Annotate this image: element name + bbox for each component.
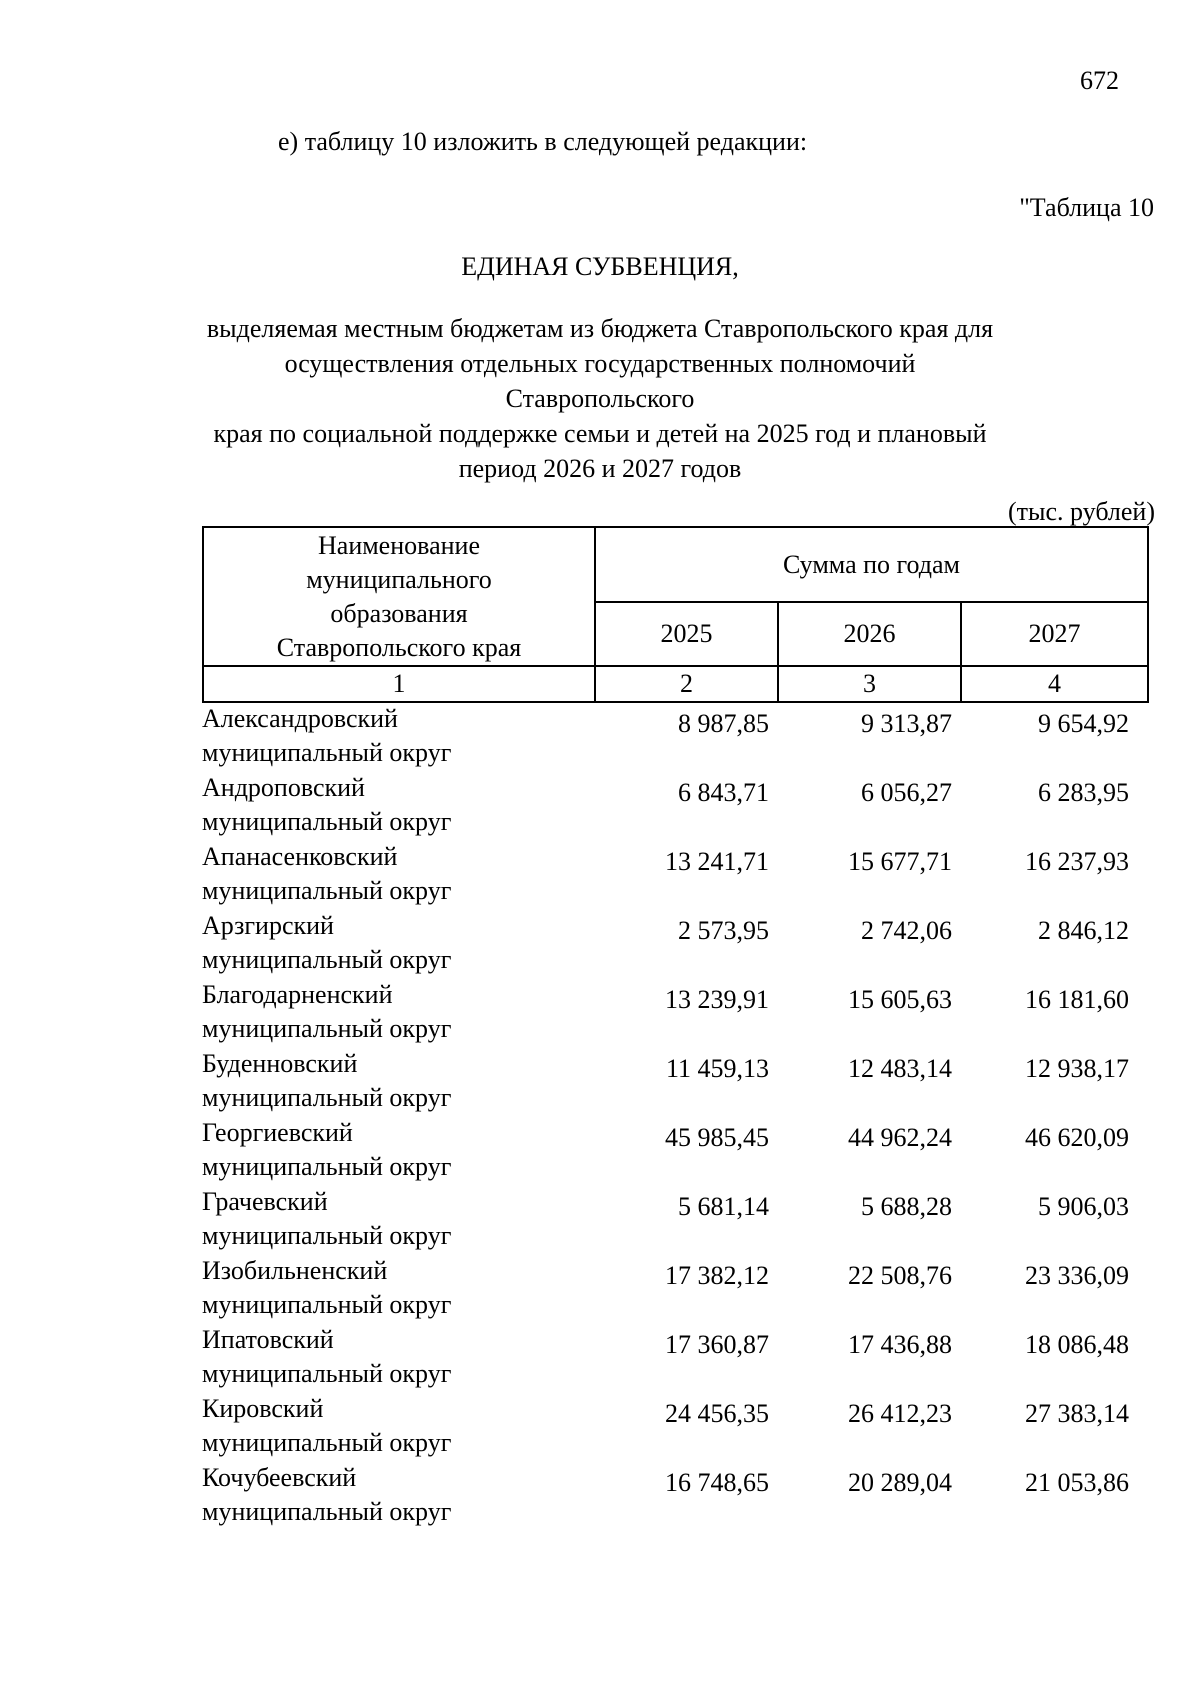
municipality-name: [202, 771, 594, 840]
page-number: 672: [1080, 66, 1119, 95]
header-year: 2025: [595, 602, 778, 666]
municipality-title: Георгиевский: [202, 1118, 353, 1147]
table-row: [202, 1461, 1147, 1530]
header-col-number: 2: [595, 666, 778, 702]
amount-2025: 17 360,87: [665, 1330, 769, 1359]
header-year: 2027: [961, 602, 1148, 666]
amount-2026: 15 677,71: [848, 847, 952, 876]
amount-2025: 13 241,71: [665, 847, 769, 876]
data-table: [202, 702, 1147, 1530]
header-name-column: Наименование муниципального образования Ставропольского края: [203, 527, 595, 666]
amount-2027: 18 086,48: [1025, 1330, 1129, 1359]
table-row: [202, 771, 1147, 840]
subtitle-line: края по социальной поддержке семьи и детей на 2025 год и плановый: [213, 419, 987, 448]
amount-2025: 5 681,14: [678, 1192, 769, 1221]
municipality-type: муниципальный округ: [202, 1083, 452, 1112]
amount-2027: 23 336,09: [1025, 1261, 1129, 1290]
table-row: [202, 1185, 1147, 1254]
municipality-title: Апанасенковский: [202, 842, 398, 871]
amount-2026: 2 742,06: [861, 916, 952, 945]
table-row: [202, 909, 1147, 978]
amount-2027: 46 620,09: [1025, 1123, 1129, 1152]
amount-2025: 8 987,85: [678, 709, 769, 738]
amount-2026: 44 962,24: [848, 1123, 952, 1152]
municipality-title: Александровский: [202, 704, 398, 733]
amount-2026: 22 508,76: [848, 1261, 952, 1290]
municipality-type: муниципальный округ: [202, 1428, 452, 1457]
header-col-number: 4: [961, 666, 1148, 702]
amount-2025: 24 456,35: [665, 1399, 769, 1428]
municipality-title: Арзгирский: [202, 911, 334, 940]
amount-2026: 9 313,87: [861, 709, 952, 738]
municipality-name: [202, 1185, 594, 1254]
amount-2027: 16 181,60: [1025, 985, 1129, 1014]
municipality-name: [202, 909, 594, 978]
municipality-type: муниципальный округ: [202, 876, 452, 905]
amount-2027: 6 283,95: [1038, 778, 1129, 807]
municipality-name: [202, 840, 594, 909]
municipality-title: Андроповский: [202, 773, 365, 802]
header-col-number: 1: [203, 666, 595, 702]
municipality-name: [202, 1461, 594, 1530]
municipality-type: муниципальный округ: [202, 1290, 452, 1319]
municipality-name: [202, 978, 594, 1047]
amount-2027: 5 906,03: [1038, 1192, 1129, 1221]
amount-2026: 20 289,04: [848, 1468, 952, 1497]
municipality-title: Грачевский: [202, 1187, 328, 1216]
amount-2025: 13 239,91: [665, 985, 769, 1014]
municipality-name: [202, 1116, 594, 1185]
table-row: [202, 978, 1147, 1047]
municipality-type: муниципальный округ: [202, 738, 452, 767]
subtitle-line: выделяемая местным бюджетам из бюджета Ставропольского края для: [206, 314, 994, 343]
subtitle-line: осуществления отдельных государственных полномочий Ставропольского: [284, 349, 916, 413]
header-year: 2026: [778, 602, 961, 666]
municipality-type: муниципальный округ: [202, 945, 452, 974]
table-header: [202, 526, 1149, 703]
municipality-type: муниципальный округ: [202, 1359, 452, 1388]
table-row: [202, 1116, 1147, 1185]
amount-2027: 16 237,93: [1025, 847, 1129, 876]
table-row: [202, 1323, 1147, 1392]
table-row: [202, 840, 1147, 909]
municipality-name: [202, 1047, 594, 1116]
amount-2027: 9 654,92: [1038, 709, 1129, 738]
amount-2027: 27 383,14: [1025, 1399, 1129, 1428]
document-subtitle: [200, 311, 1000, 486]
table-row: [202, 1047, 1147, 1116]
amount-2025: 17 382,12: [665, 1261, 769, 1290]
amount-2026: 6 056,27: [861, 778, 952, 807]
table-row: [202, 1392, 1147, 1461]
municipality-name: [202, 1392, 594, 1461]
table-label: "Таблица 10: [1019, 193, 1154, 222]
municipality-title: Ипатовский: [202, 1325, 334, 1354]
header-col-number: 3: [778, 666, 961, 702]
table-row: [202, 702, 1147, 771]
amount-2025: 11 459,13: [665, 1054, 769, 1083]
amount-2027: 21 053,86: [1025, 1468, 1129, 1497]
header-sum-by-years: Сумма по годам: [595, 527, 1148, 602]
intro-text: е) таблицу 10 изложить в следующей редакции:: [278, 127, 808, 156]
amount-2025: 45 985,45: [665, 1123, 769, 1152]
municipality-type: муниципальный округ: [202, 1497, 452, 1526]
amount-2026: 15 605,63: [848, 985, 952, 1014]
municipality-title: Буденновский: [202, 1049, 358, 1078]
amount-2027: 2 846,12: [1038, 916, 1129, 945]
municipality-name: [202, 1323, 594, 1392]
municipality-type: муниципальный округ: [202, 1152, 452, 1181]
municipality-title: Кировский: [202, 1394, 324, 1423]
amount-2026: 5 688,28: [861, 1192, 952, 1221]
municipality-name: [202, 1254, 594, 1323]
table-row: [202, 1254, 1147, 1323]
amount-2027: 12 938,17: [1025, 1054, 1129, 1083]
amount-2025: 16 748,65: [665, 1468, 769, 1497]
municipality-title: Кочубеевский: [202, 1463, 357, 1492]
units-label: (тыс. рублей): [1007, 497, 1155, 526]
subtitle-line: период 2026 и 2027 годов: [458, 454, 742, 483]
municipality-type: муниципальный округ: [202, 1014, 452, 1043]
amount-2026: 17 436,88: [848, 1330, 952, 1359]
municipality-type: муниципальный округ: [202, 1221, 452, 1250]
amount-2025: 2 573,95: [678, 916, 769, 945]
amount-2026: 26 412,23: [848, 1399, 952, 1428]
municipality-title: Изобильненский: [202, 1256, 388, 1285]
document-title: ЕДИНАЯ СУБВЕНЦИЯ,: [461, 252, 739, 281]
amount-2026: 12 483,14: [848, 1054, 952, 1083]
municipality-name: [202, 702, 594, 771]
municipality-title: Благодарненский: [202, 980, 393, 1009]
municipality-type: муниципальный округ: [202, 807, 452, 836]
amount-2025: 6 843,71: [678, 778, 769, 807]
